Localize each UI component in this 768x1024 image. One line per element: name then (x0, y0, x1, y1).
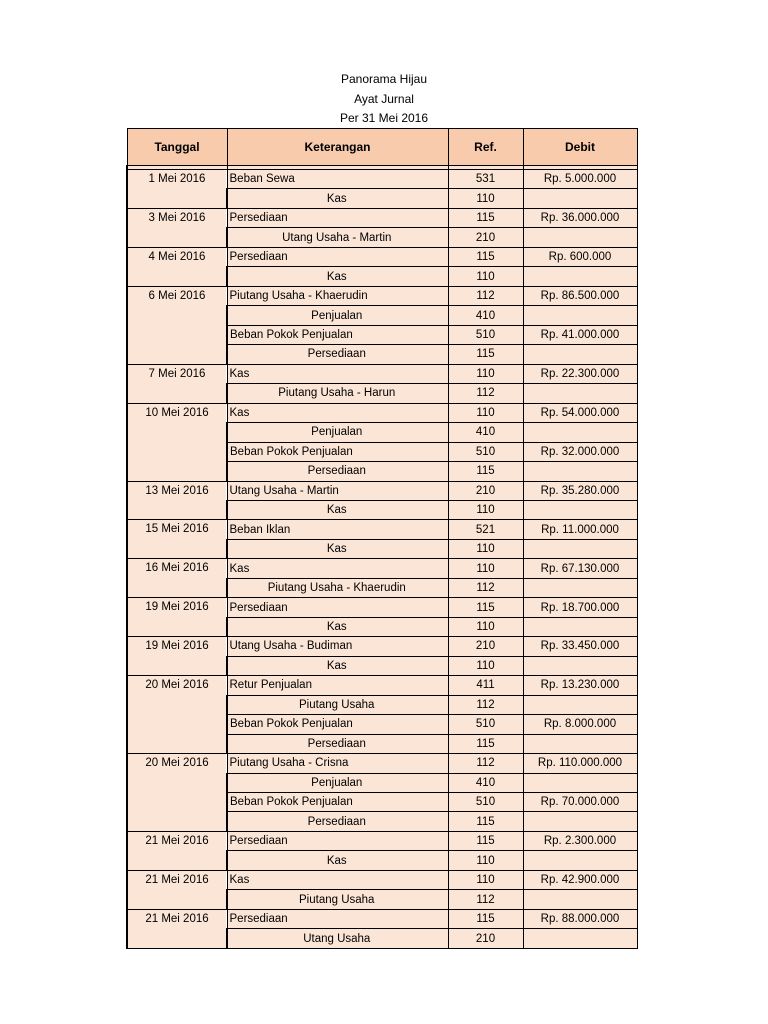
debit-account: Beban Pokok Penjualan (227, 715, 448, 734)
account-ref: 115 (448, 345, 523, 364)
account-ref: 112 (448, 384, 523, 403)
debit-amount (523, 267, 637, 286)
debit-amount (523, 812, 637, 831)
debit-account: Beban Pokok Penjualan (227, 325, 448, 344)
credit-account: Utang Usaha - Martin (227, 228, 448, 247)
table-row (127, 676, 637, 695)
debit-amount: Rp. 36.000.000 (523, 208, 637, 227)
credit-account: Kas (227, 539, 448, 558)
journal-table (126, 128, 638, 949)
debit-amount (523, 500, 637, 519)
table-row (127, 831, 637, 850)
account-ref: 210 (448, 481, 523, 500)
debit-amount (523, 228, 637, 247)
account-ref: 115 (448, 831, 523, 850)
credit-account: Kas (227, 851, 448, 870)
credit-account: Piutang Usaha - Khaerudin (227, 578, 448, 597)
debit-account: Retur Penjualan (227, 676, 448, 695)
debit-account: Beban Sewa (227, 170, 448, 189)
entry-date: 4 Mei 2016 (127, 247, 227, 286)
debit-account: Kas (227, 364, 448, 383)
column-header-debit: Debit (523, 129, 637, 166)
debit-account: Kas (227, 403, 448, 422)
debit-amount: Rp. 18.700.000 (523, 598, 637, 617)
debit-account: Persediaan (227, 598, 448, 617)
credit-account: Kas (227, 267, 448, 286)
entry-date: 20 Mei 2016 (127, 754, 227, 832)
account-ref: 110 (448, 851, 523, 870)
credit-account: Penjualan (227, 423, 448, 442)
entry-date: 6 Mei 2016 (127, 286, 227, 364)
account-ref: 521 (448, 520, 523, 539)
debit-amount (523, 929, 637, 948)
account-ref: 110 (448, 267, 523, 286)
debit-amount (523, 695, 637, 714)
debit-amount: Rp. 54.000.000 (523, 403, 637, 422)
entry-date: 20 Mei 2016 (127, 676, 227, 754)
account-ref: 115 (448, 812, 523, 831)
debit-account: Beban Iklan (227, 520, 448, 539)
debit-amount (523, 890, 637, 909)
entry-date: 7 Mei 2016 (127, 364, 227, 403)
account-ref: 110 (448, 559, 523, 578)
debit-account: Persediaan (227, 909, 448, 928)
account-ref: 410 (448, 423, 523, 442)
credit-account: Kas (227, 656, 448, 675)
table-row (127, 754, 637, 773)
debit-amount (523, 462, 637, 481)
credit-account: Utang Usaha (227, 929, 448, 948)
debit-amount: Rp. 110.000.000 (523, 754, 637, 773)
debit-amount: Rp. 11.000.000 (523, 520, 637, 539)
debit-amount (523, 773, 637, 792)
entry-date: 1 Mei 2016 (127, 170, 227, 209)
debit-amount (523, 345, 637, 364)
account-ref: 115 (448, 462, 523, 481)
entry-date: 10 Mei 2016 (127, 403, 227, 481)
account-ref: 411 (448, 676, 523, 695)
debit-account: Kas (227, 870, 448, 889)
entry-date: 19 Mei 2016 (127, 637, 227, 676)
account-ref: 112 (448, 890, 523, 909)
account-ref: 110 (448, 539, 523, 558)
entry-date: 13 Mei 2016 (127, 481, 227, 520)
debit-amount: Rp. 32.000.000 (523, 442, 637, 461)
debit-amount: Rp. 13.230.000 (523, 676, 637, 695)
column-header-tanggal: Tanggal (127, 129, 227, 166)
debit-amount (523, 306, 637, 325)
debit-amount: Rp. 42.900.000 (523, 870, 637, 889)
debit-amount (523, 734, 637, 753)
table-row (127, 403, 637, 422)
entry-date: 19 Mei 2016 (127, 598, 227, 637)
table-row (127, 247, 637, 266)
table-row (127, 286, 637, 305)
table-row (127, 520, 637, 539)
debit-account: Persediaan (227, 831, 448, 850)
debit-account: Utang Usaha - Budiman (227, 637, 448, 656)
credit-account: Piutang Usaha - Harun (227, 384, 448, 403)
debit-account: Kas (227, 559, 448, 578)
account-ref: 510 (448, 325, 523, 344)
debit-account: Piutang Usaha - Khaerudin (227, 286, 448, 305)
account-ref: 115 (448, 208, 523, 227)
period-label: Per 31 Mei 2016 (339, 111, 429, 125)
account-ref: 112 (448, 695, 523, 714)
debit-amount: Rp. 35.280.000 (523, 481, 637, 500)
debit-account: Beban Pokok Penjualan (227, 793, 448, 812)
account-ref: 210 (448, 929, 523, 948)
debit-amount: Rp. 5.000.000 (523, 170, 637, 189)
journal-body (127, 166, 637, 949)
table-row (127, 870, 637, 889)
account-ref: 110 (448, 656, 523, 675)
debit-amount (523, 851, 637, 870)
debit-amount (523, 617, 637, 636)
account-ref: 110 (448, 403, 523, 422)
entry-date: 15 Mei 2016 (127, 520, 227, 559)
debit-amount (523, 189, 637, 208)
table-header-row (127, 129, 637, 166)
debit-account: Persediaan (227, 247, 448, 266)
credit-account: Piutang Usaha (227, 695, 448, 714)
account-ref: 410 (448, 306, 523, 325)
table-row (127, 559, 637, 578)
column-header-keterangan: Keterangan (227, 129, 448, 166)
account-ref: 115 (448, 734, 523, 753)
account-ref: 115 (448, 247, 523, 266)
debit-amount: Rp. 600.000 (523, 247, 637, 266)
debit-amount: Rp. 88.000.000 (523, 909, 637, 928)
account-ref: 110 (448, 189, 523, 208)
account-ref: 510 (448, 715, 523, 734)
account-ref: 112 (448, 754, 523, 773)
debit-account: Piutang Usaha - Crisna (227, 754, 448, 773)
account-ref: 531 (448, 170, 523, 189)
credit-account: Penjualan (227, 773, 448, 792)
account-ref: 112 (448, 578, 523, 597)
debit-amount (523, 656, 637, 675)
debit-amount: Rp. 22.300.000 (523, 364, 637, 383)
debit-account: Beban Pokok Penjualan (227, 442, 448, 461)
account-ref: 115 (448, 598, 523, 617)
credit-account: Kas (227, 189, 448, 208)
table-row (127, 170, 637, 189)
column-header-ref: Ref. (448, 129, 523, 166)
document-title: Ayat Jurnal (354, 92, 414, 106)
account-ref: 110 (448, 364, 523, 383)
table-row (127, 364, 637, 383)
credit-account: Persediaan (227, 345, 448, 364)
credit-account: Persediaan (227, 462, 448, 481)
entry-date: 21 Mei 2016 (127, 870, 227, 909)
debit-amount: Rp. 33.450.000 (523, 637, 637, 656)
account-ref: 510 (448, 793, 523, 812)
account-ref: 410 (448, 773, 523, 792)
account-ref: 112 (448, 286, 523, 305)
account-ref: 210 (448, 637, 523, 656)
account-ref: 510 (448, 442, 523, 461)
entry-date: 21 Mei 2016 (127, 831, 227, 870)
debit-amount (523, 578, 637, 597)
table-row (127, 208, 637, 227)
credit-account: Persediaan (227, 734, 448, 753)
debit-amount (523, 423, 637, 442)
table-row (127, 909, 637, 928)
entry-date: 3 Mei 2016 (127, 208, 227, 247)
account-ref: 110 (448, 617, 523, 636)
debit-amount: Rp. 70.000.000 (523, 793, 637, 812)
credit-account: Kas (227, 617, 448, 636)
account-ref: 115 (448, 909, 523, 928)
credit-account: Piutang Usaha (227, 890, 448, 909)
debit-account: Utang Usaha - Martin (227, 481, 448, 500)
credit-account: Penjualan (227, 306, 448, 325)
credit-account: Persediaan (227, 812, 448, 831)
debit-amount: Rp. 2.300.000 (523, 831, 637, 850)
debit-amount (523, 539, 637, 558)
entry-date: 16 Mei 2016 (127, 559, 227, 598)
debit-amount: Rp. 8.000.000 (523, 715, 637, 734)
account-ref: 110 (448, 870, 523, 889)
company-name: Panorama Hijau (340, 72, 428, 86)
debit-amount: Rp. 67.130.000 (523, 559, 637, 578)
table-row (127, 637, 637, 656)
table-row (127, 598, 637, 617)
debit-account: Persediaan (227, 208, 448, 227)
entry-date: 21 Mei 2016 (127, 909, 227, 948)
debit-amount (523, 384, 637, 403)
debit-amount: Rp. 86.500.000 (523, 286, 637, 305)
account-ref: 110 (448, 500, 523, 519)
credit-account: Kas (227, 500, 448, 519)
debit-amount: Rp. 41.000.000 (523, 325, 637, 344)
table-row (127, 481, 637, 500)
account-ref: 210 (448, 228, 523, 247)
